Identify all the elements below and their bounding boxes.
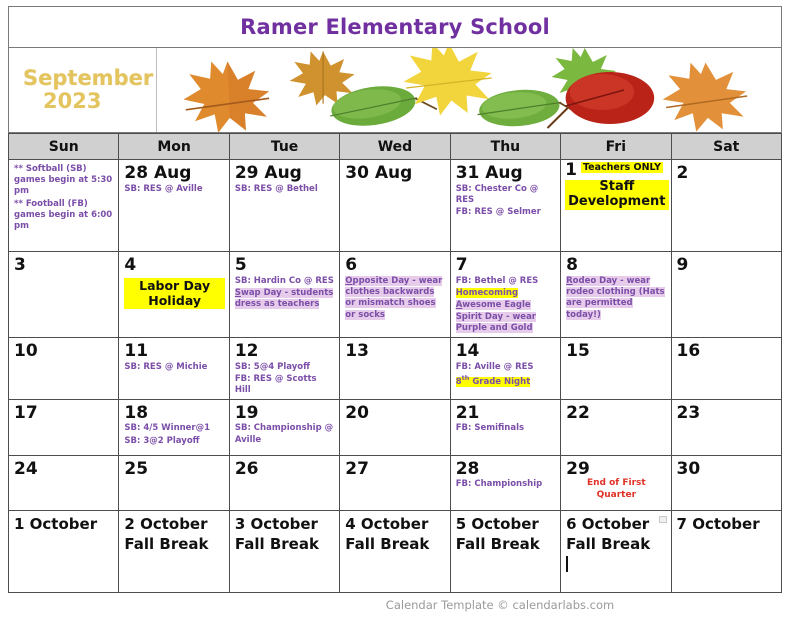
weekday-header-sat: Sat xyxy=(671,134,781,160)
day-cell[interactable] xyxy=(450,510,560,592)
day-cell[interactable] xyxy=(9,252,119,338)
day-number: 29 Aug xyxy=(234,163,302,183)
day-event: SB: Chester Co @ RES xyxy=(455,183,539,206)
day-cell[interactable] xyxy=(229,510,339,592)
day-cell[interactable] xyxy=(450,338,560,400)
autumn-leaves-banner-icon xyxy=(157,48,781,132)
week-row-3 xyxy=(9,338,782,400)
week-row-2 xyxy=(9,252,782,338)
october-date-label: 6 October xyxy=(566,514,650,533)
spirit-day-initial: R xyxy=(566,275,573,286)
day-event: FB: Semifinals xyxy=(455,423,525,434)
day-event: SB: 3@2 Playoff xyxy=(124,435,200,446)
weekday-header-sun: Sun xyxy=(9,134,119,160)
day-cell[interactable] xyxy=(9,510,119,592)
day-event: SB: RES @ Bethel xyxy=(234,183,318,194)
fall-break-label: Fall Break xyxy=(566,534,651,553)
day-cell[interactable] xyxy=(119,160,229,252)
day-number: 20 xyxy=(345,402,369,423)
day-event: FB: Bethel @ RES xyxy=(455,275,539,286)
spirit-day-initial: O xyxy=(345,275,353,286)
day-number: 19 xyxy=(234,402,259,423)
october-date-label: 3 October xyxy=(234,514,318,533)
day-cell[interactable] xyxy=(671,455,781,510)
day-cell[interactable] xyxy=(671,399,781,455)
page-title: Ramer Elementary School xyxy=(240,15,550,39)
weekday-header-fri: Fri xyxy=(561,134,671,160)
day-event: FB: RES @ Scotts Hill xyxy=(234,374,317,396)
day-number: 25 xyxy=(124,458,149,479)
month-banner-row xyxy=(8,48,782,133)
day-number: 15 xyxy=(566,341,590,361)
day-number: 2 xyxy=(676,163,689,183)
day-number: 6 xyxy=(345,255,358,275)
day-cell[interactable] xyxy=(450,252,560,338)
day-cell[interactable] xyxy=(561,455,671,510)
day-cell[interactable] xyxy=(340,510,450,592)
spirit-day-event xyxy=(235,288,335,310)
day-cell[interactable] xyxy=(450,160,560,252)
day-cell[interactable] xyxy=(450,455,560,510)
day-cell[interactable] xyxy=(450,399,560,455)
spirit-day-event xyxy=(456,300,556,334)
day-cell[interactable] xyxy=(229,455,339,510)
day-cell[interactable] xyxy=(119,510,229,592)
spirit-day-event xyxy=(345,276,445,321)
grade-night-sup: th xyxy=(461,374,470,383)
spirit-day-text: wesome Eagle Spirit Day - wear Purple and Gold xyxy=(455,300,536,333)
day-event: FB: Aville @ RES xyxy=(455,361,534,372)
day-cell[interactable] xyxy=(229,338,339,400)
staff-development-label: Staff Development xyxy=(565,180,668,210)
weekday-header-mon: Mon xyxy=(119,134,229,160)
homecoming-event xyxy=(456,288,556,299)
week-row-4 xyxy=(9,399,782,455)
spirit-day-initial: S xyxy=(234,288,241,299)
day-number: 30 xyxy=(676,458,701,479)
day-note: ** Football (FB) games begin at 6:00 pm xyxy=(14,198,113,232)
grade-night-num: 8 xyxy=(455,376,462,387)
day-number: 1 xyxy=(565,160,577,180)
weekday-header-wed: Wed xyxy=(340,134,450,160)
day-number: 26 xyxy=(234,458,259,479)
day-number: 28 xyxy=(455,458,480,479)
day-cell[interactable] xyxy=(9,160,119,252)
week-row-6 xyxy=(9,510,782,592)
day-cell[interactable] xyxy=(229,399,339,455)
day-number: 27 xyxy=(345,458,369,479)
grade-night-text: Grade Night xyxy=(469,376,531,387)
footer xyxy=(0,598,790,612)
fall-break-label: Fall Break xyxy=(124,534,209,553)
day-number: 14 xyxy=(455,341,480,361)
october-date-label: 2 October xyxy=(124,514,208,533)
day-number: 29 xyxy=(566,458,590,479)
day-number: 8 xyxy=(566,255,578,275)
day-cell[interactable] xyxy=(119,338,229,400)
day-event: FB: Championship xyxy=(455,479,543,490)
day-number: 30 Aug xyxy=(345,163,413,183)
day-number: 21 xyxy=(455,402,480,423)
day-number: 16 xyxy=(676,341,701,361)
day-cell[interactable] xyxy=(340,252,450,338)
day-cell[interactable] xyxy=(561,338,671,400)
october-date-label: 5 October xyxy=(455,514,539,533)
day-cell[interactable] xyxy=(561,160,671,252)
day-number: 11 xyxy=(124,341,149,361)
fall-break-label: Fall Break xyxy=(455,534,540,553)
day-number: 13 xyxy=(345,341,369,361)
day-event: SB: RES @ Michie xyxy=(124,361,208,372)
day-cell[interactable] xyxy=(9,399,119,455)
day-number: 5 xyxy=(234,255,247,275)
day-cell[interactable] xyxy=(119,455,229,510)
day-number: 17 xyxy=(14,402,38,423)
day-cell[interactable] xyxy=(119,252,229,338)
fall-break-label: Fall Break xyxy=(234,534,319,553)
day-number: 22 xyxy=(566,402,590,423)
day-number: 3 xyxy=(14,255,26,275)
day-cell[interactable] xyxy=(340,455,450,510)
day-number: 31 Aug xyxy=(455,163,523,183)
day-cell[interactable] xyxy=(229,252,339,338)
october-date-label: 4 October xyxy=(345,514,429,533)
day-cell[interactable] xyxy=(671,252,781,338)
cell-resize-marker-icon[interactable] xyxy=(659,516,667,523)
day-cell[interactable] xyxy=(561,399,671,455)
homecoming-label: Homecoming xyxy=(455,288,519,299)
day-number: 12 xyxy=(234,341,259,361)
spirit-day-event xyxy=(566,276,666,321)
day-number: 24 xyxy=(14,458,38,479)
day-cell[interactable] xyxy=(671,160,781,252)
day-number: 18 xyxy=(124,402,149,423)
weekday-header-tue: Tue xyxy=(229,134,339,160)
day-cell[interactable] xyxy=(9,455,119,510)
day-event: SB: RES @ Aville xyxy=(124,183,203,194)
day-number: 28 Aug xyxy=(124,163,192,183)
day-cell[interactable] xyxy=(229,160,339,252)
weekday-header-row xyxy=(9,134,782,160)
day-event: FB: RES @ Selmer xyxy=(455,207,541,218)
school-title-bar xyxy=(8,6,782,48)
teachers-only-badge: Teachers ONLY xyxy=(582,162,661,173)
spirit-day-text: odeo Day - wear rodeo clothing (Hats are permitted today!) xyxy=(566,275,665,320)
day-event: SB: 5@4 Playoff xyxy=(234,361,310,372)
end-of-quarter-note: End of First Quarter xyxy=(586,478,646,501)
october-date-label: 1 October xyxy=(14,514,98,533)
fall-break-label: Fall Break xyxy=(345,534,430,553)
day-event: SB: 4/5 Winner@1 xyxy=(124,423,211,434)
day-number: 9 xyxy=(676,255,689,275)
day-cell[interactable] xyxy=(340,399,450,455)
calendar-grid xyxy=(8,133,782,593)
week-row-1 xyxy=(9,160,782,252)
day-cell[interactable] xyxy=(119,399,229,455)
week-row-5 xyxy=(9,455,782,510)
grade-night-event xyxy=(456,374,556,388)
day-event: SB: Championship @ Aville xyxy=(234,423,334,445)
day-number: 4 xyxy=(124,255,137,275)
day-cell[interactable] xyxy=(561,510,671,592)
spirit-day-initial: A xyxy=(455,300,463,311)
day-note: ** Softball (SB) games begin at 5:30 pm xyxy=(14,164,113,197)
day-number: 10 xyxy=(14,341,38,361)
month-year: 2023 xyxy=(43,88,102,113)
day-cell[interactable] xyxy=(671,338,781,400)
october-date-label: 7 October xyxy=(676,514,760,533)
day-cell[interactable] xyxy=(340,338,450,400)
day-number: 7 xyxy=(455,255,468,275)
footer-credit: Calendar Template © calendarlabs.com xyxy=(385,598,615,612)
spirit-day-text: pposite Day - wear clothes backwards or mismatch shoes or socks xyxy=(345,275,443,320)
day-cell[interactable] xyxy=(340,160,450,252)
text-cursor-caret xyxy=(566,556,568,572)
day-event: SB: Hardin Co @ RES xyxy=(234,275,334,286)
day-cell[interactable] xyxy=(561,252,671,338)
day-cell[interactable] xyxy=(9,338,119,400)
month-label-cell xyxy=(9,48,157,132)
day-number: 23 xyxy=(676,402,701,423)
labor-day-holiday-label: Labor Day Holiday xyxy=(124,278,224,309)
month-name: September xyxy=(23,65,154,90)
day-cell[interactable] xyxy=(671,510,781,592)
weekday-header-thu: Thu xyxy=(450,134,560,160)
spirit-day-text: wap Day - students dress as teachers xyxy=(234,288,334,310)
